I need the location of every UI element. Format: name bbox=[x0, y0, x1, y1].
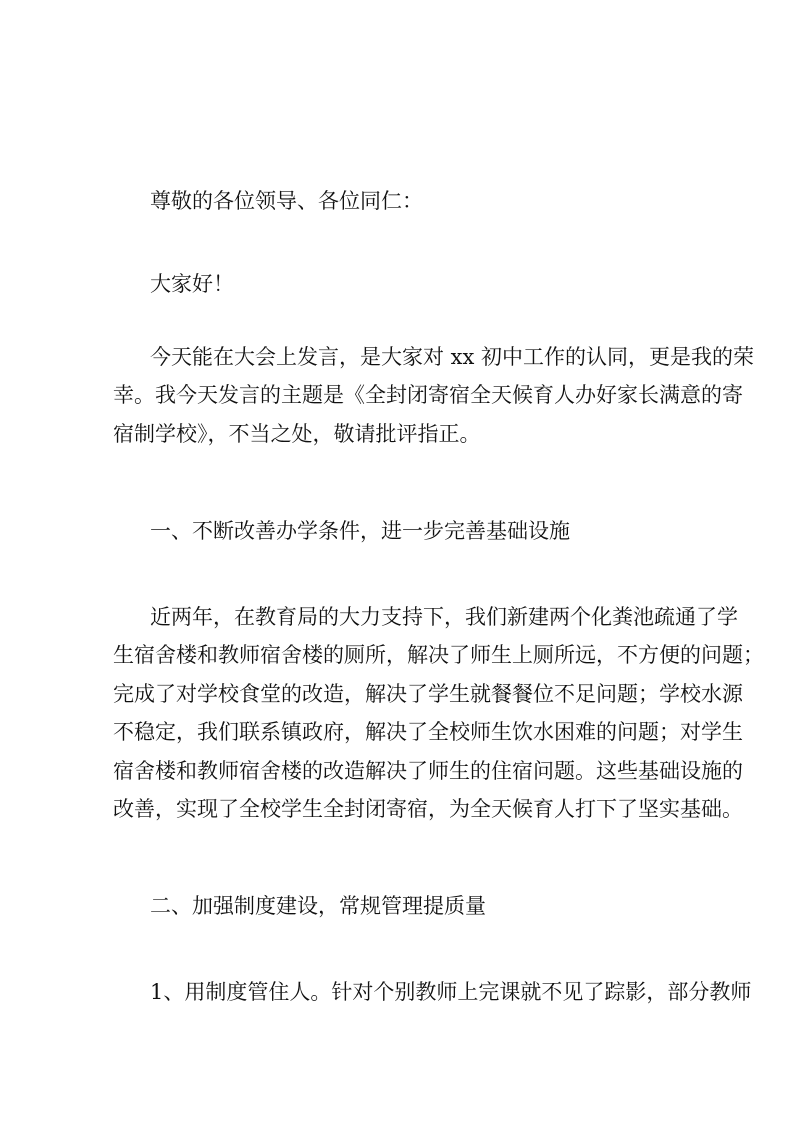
section-heading: 二、加强制度建设，常规管理提质量 bbox=[150, 894, 486, 918]
paragraph-line: 今天能在大会上发言，是大家对 xx 初中工作的认同，更是我的荣 bbox=[150, 345, 755, 369]
section-heading: 一、不断改善办学条件，进一步完善基础设施 bbox=[150, 519, 570, 543]
paragraph-line: 宿制学校》，不当之处，敬请批评指正。 bbox=[113, 422, 481, 446]
greeting: 大家好！ bbox=[150, 272, 234, 296]
paragraph-line: 完成了对学校食堂的改造，解决了学生就餐餐位不足问题；学校水源 bbox=[113, 682, 743, 706]
paragraph-line: 生宿舍楼和教师宿舍楼的厕所，解决了师生上厕所远，不方便的问题； bbox=[113, 643, 764, 667]
paragraph-line: 改善，实现了全校学生全封闭寄宿，为全天候育人打下了坚实基础。 bbox=[113, 797, 743, 821]
salutation: 尊敬的各位领导、各位同仁： bbox=[150, 189, 423, 213]
paragraph-line: 幸。我今天发言的主题是《全封闭寄宿全天候育人办好家长满意的寄 bbox=[113, 383, 743, 407]
paragraph-line: 近两年，在教育局的大力支持下，我们新建两个化粪池疏通了学 bbox=[150, 605, 738, 629]
paragraph-line: 1、用制度管住人。针对个别教师上完课就不见了踪影，部分教师 bbox=[150, 980, 752, 1004]
paragraph-line: 不稳定，我们联系镇政府，解决了全校师生饮水困难的问题；对学生 bbox=[113, 720, 743, 744]
paragraph-line: 宿舍楼和教师宿舍楼的改造解决了师生的住宿问题。这些基础设施的 bbox=[113, 759, 743, 783]
